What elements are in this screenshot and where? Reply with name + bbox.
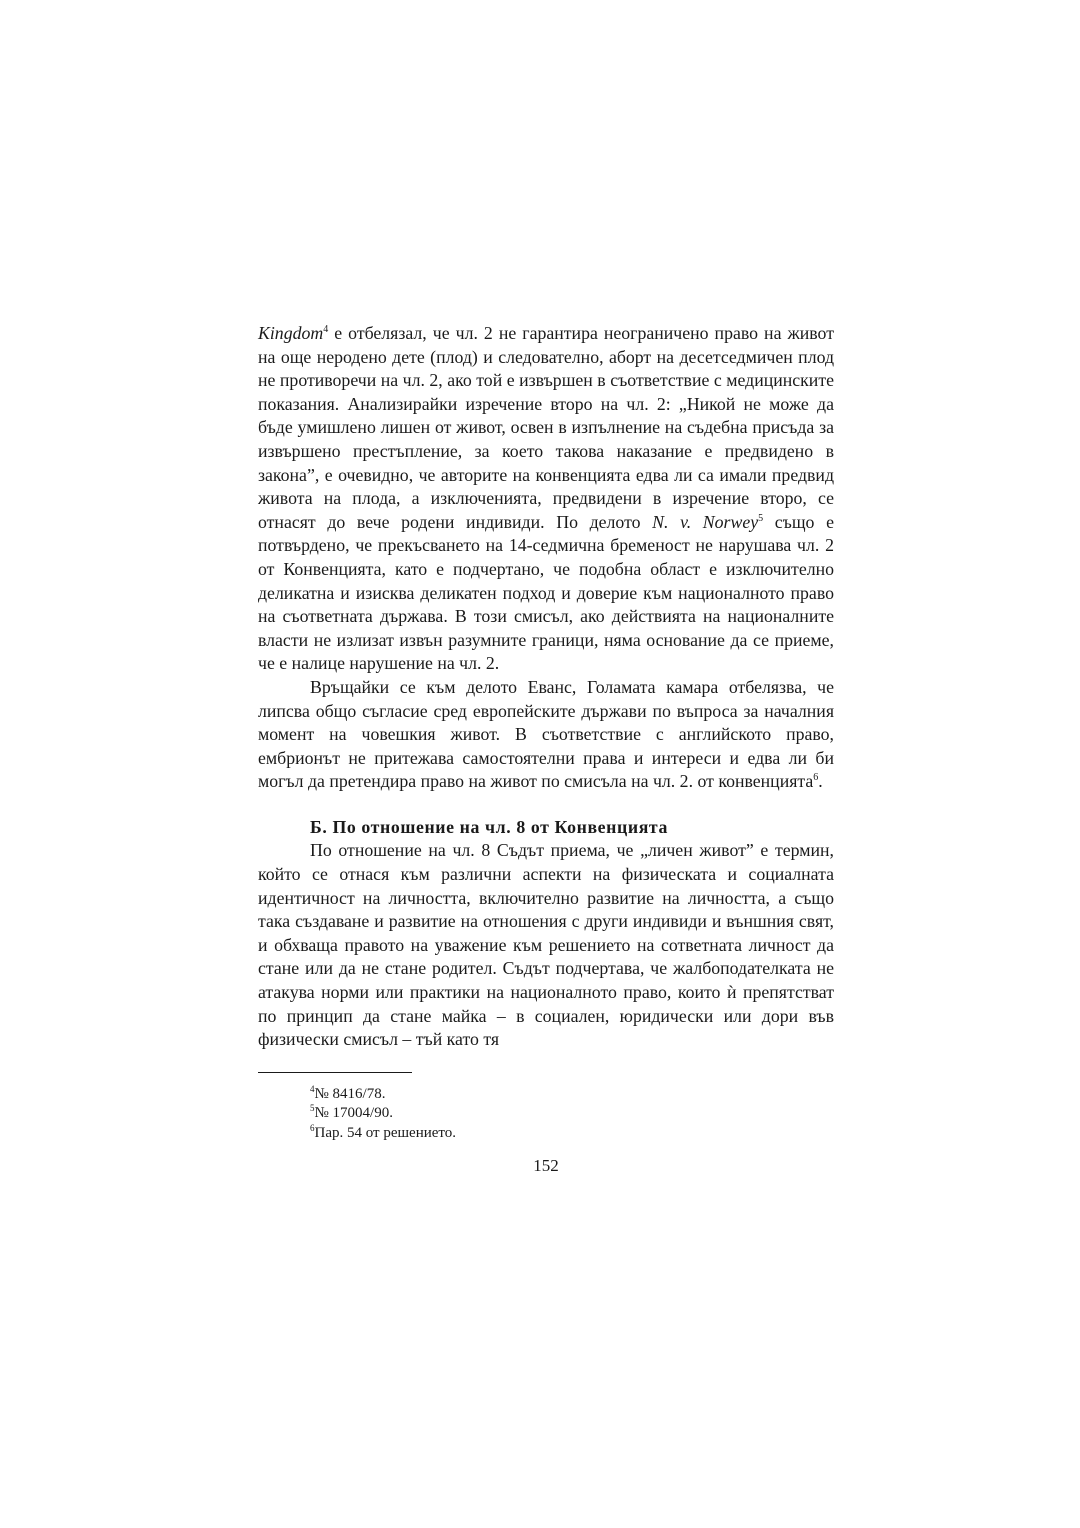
footnote-4 bbox=[258, 1085, 834, 1104]
section-heading: Б. По отношение на чл. 8 от Конвенцията bbox=[310, 816, 668, 837]
paragraph-2-text: Връщайки се към делото Еванс, Голамата камара отбелязва, че липсва общо съгласие сред европейските държави по въпроса за началния момент на човешкия живот. В съответствие с английското право, ембрионът не притежава самостоятелни права и интереси и едва ли би могъл да претендира право на живот по смисъла на чл. 2. от конвенцията bbox=[258, 676, 834, 792]
footnote-5 bbox=[258, 1104, 834, 1123]
footnote-5-text: № 17004/90. bbox=[314, 1105, 393, 1122]
paragraph-1 bbox=[258, 322, 834, 676]
footnote-mark-5: 5 bbox=[310, 1103, 315, 1114]
footnote-mark-6: 6 bbox=[310, 1122, 315, 1133]
footnote-ref-5[interactable]: 5 bbox=[758, 512, 764, 524]
footnote-6-text: Пар. 54 от решението. bbox=[314, 1124, 457, 1141]
paragraph-3-text: По отношение на чл. 8 Съдът приема, че „личен живот” е термин, който се отнася към различни аспекти на физическата и социалната идентичност на личността, включително развитие на личността, а също така създаване и развитие на отношения с други индивиди и външния свят, и обхваща правото на уважение към решението на сответната личност да стане или да не стане родител. Съдът подчертава, че жалбоподателката не атакува норми или практики на националното право, които ѝ препятстват по принцип да стане майка – в социален, юридически или дори във физически смисъл – тъй като тя bbox=[258, 840, 834, 1050]
paragraph-2 bbox=[258, 676, 834, 794]
footnote-mark-4: 4 bbox=[310, 1083, 315, 1094]
paragraph-1-text-a: е отбелязал, че чл. 2 не гарантира неограничено право на живот на още неродено дете (плод) и следователно, аборт на десетседмичен плод не противоречи на чл. 2, ако той е извършен в съответствие с медицинските показания. Анализирайки изречение второ на чл. 2: „Никой не може да бъде умишлено лишен от живот, освен в изпълнение на съдебна присъда за извършено престъпление, за което такова наказание е предвидено в закона”, е очевидно, че авторите на конвенцията едва ли са имали предвид живота на плода, а изключенията, предвидени в изречение второ, се отнасят до вече родени индивиди. По делото bbox=[258, 323, 834, 532]
paragraph-1-text-b: също е потвърдено, че прекъсването на 14-седмична бременост не нарушава чл. 2 от Конвенцията, като е подчертано, че подобна област е изключително деликатна и изисква деликатен подход и доверие към националното право на съответната държава. В този смисъл, ако действията на националните власти не излизат извън разумните граници, няма основание да се приеме, че е налице нарушение на чл. 2. bbox=[258, 511, 835, 674]
footnote-6 bbox=[258, 1124, 834, 1143]
page-number: 152 bbox=[533, 1156, 559, 1176]
footnote-divider bbox=[258, 1072, 412, 1073]
footnote-ref-6[interactable]: 6 bbox=[813, 772, 819, 784]
paragraph-2-end: . bbox=[818, 771, 823, 792]
footnote-ref-4[interactable]: 4 bbox=[323, 324, 329, 336]
page-body bbox=[258, 322, 834, 1177]
paragraph-3 bbox=[258, 839, 834, 1051]
case-name-kingdom: Kingdom bbox=[258, 323, 324, 343]
footnote-4-text: № 8416/78. bbox=[314, 1085, 386, 1102]
case-name-norway: N. v. Norwey bbox=[652, 511, 759, 532]
